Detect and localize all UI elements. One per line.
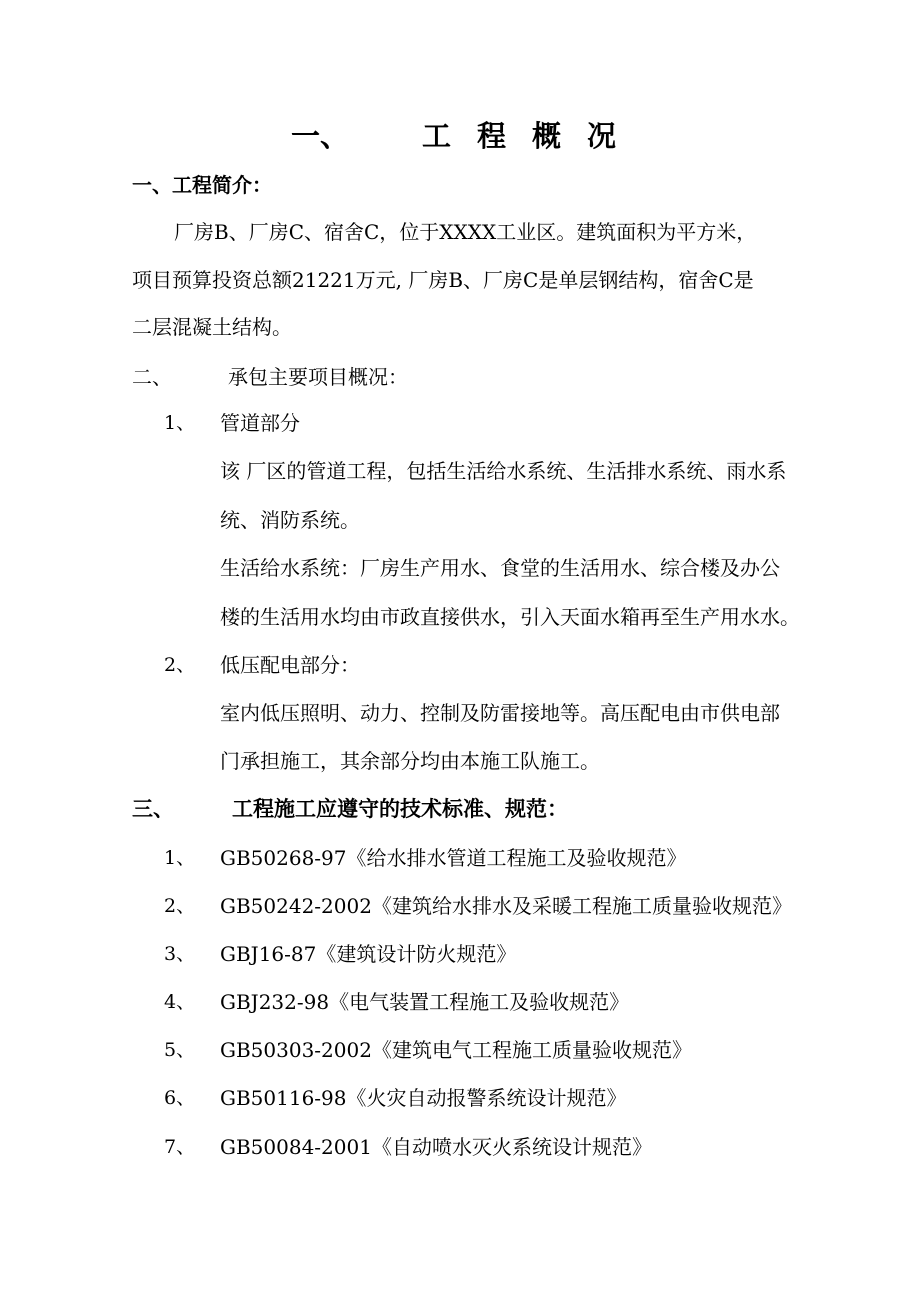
standard-item: GB50084-2001《自动喷水灭火系统设计规范》: [220, 1135, 652, 1159]
item-line: 楼的生活用水均由市政直接供水，引入天面水箱再至生产用水水。: [220, 605, 800, 629]
standard-item: GB50303-2002《建筑电气工程施工质量验收规范》: [220, 1038, 692, 1062]
item-number: 2、: [164, 654, 196, 676]
standard-number: 2、: [164, 895, 196, 917]
standard-number: 5、: [164, 1039, 196, 1061]
standard-item: GBJ232-98《电气装置工程施工及验收规范》: [220, 990, 630, 1014]
item-line: 室内低压照明、动力、控制及防雷接地等。高压配电由市供电部: [220, 701, 780, 725]
section-1-line: 厂房B、厂房C、宿舍C，位于XXXX工业区。建筑面积为平方米，: [174, 220, 757, 244]
section-3-heading: [132, 794, 568, 824]
item-line: 生活给水系统：厂房生产用水、食堂的生活用水、综合楼及办公: [220, 556, 780, 580]
item-title: 低压配电部分：: [220, 653, 360, 677]
item-line: 统、消防系统。: [220, 508, 360, 532]
section-1-line: 二层混凝土结构。: [132, 315, 292, 339]
standard-number: 7、: [164, 1136, 196, 1158]
standard-item: GBJ16-87《建筑设计防火规范》: [220, 942, 517, 966]
section-1-heading: 一、工程简介：: [132, 173, 272, 197]
item-title: 管道部分: [220, 411, 300, 435]
section-3-title: 工程施工应遵守的技术标准、规范：: [232, 797, 568, 821]
standard-number: 3、: [164, 943, 196, 965]
item-line: 该 厂区的管道工程，包括生活给水系统、生活排水系统、雨水系: [220, 459, 787, 483]
section-3-number: 三、: [132, 797, 174, 821]
standard-number: 4、: [164, 991, 196, 1013]
section-2-number: 二、: [132, 365, 172, 389]
page-title: [0, 112, 920, 160]
title-char: 工: [421, 119, 451, 153]
section-2-heading: [132, 362, 408, 392]
item-line: 门承担施工，其余部分均由本施工队施工。: [220, 749, 600, 773]
standard-number: 6、: [164, 1087, 196, 1109]
standard-item: GB50242-2002《建筑给水排水及采暖工程施工质量验收规范》: [220, 894, 792, 918]
title-number: 一、: [290, 119, 349, 153]
item-number: 1、: [164, 412, 196, 434]
title-char: 概: [532, 119, 562, 153]
standard-item: GB50268-97《给水排水管道工程施工及验收规范》: [220, 846, 687, 870]
standard-item: GB50116-98《火灾自动报警系统设计规范》: [220, 1086, 627, 1110]
section-2-title: 承包主要项目概况：: [228, 365, 408, 389]
standard-number: 1、: [164, 847, 196, 869]
section-1-line: 项目预算投资总额21221万元, 厂房B、厂房C是单层钢结构，宿舍C是: [132, 268, 754, 292]
title-char: 况: [587, 119, 617, 153]
title-char: 程: [476, 119, 506, 153]
